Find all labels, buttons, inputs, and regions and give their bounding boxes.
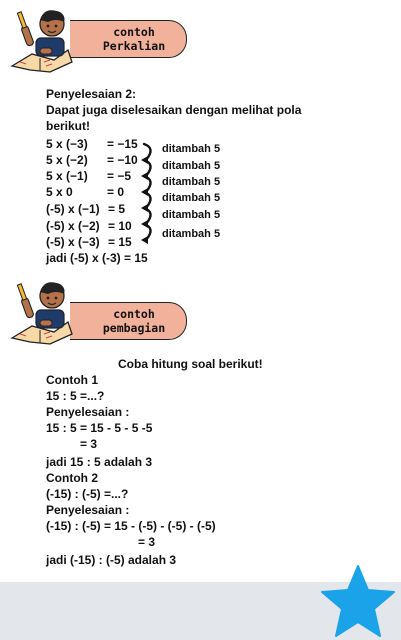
banner-title-line1: contoh: [113, 307, 155, 321]
intro-line-2: berikut!: [46, 119, 91, 133]
row-result: = 0: [107, 185, 125, 199]
row-result: = 5: [108, 202, 126, 216]
example1-work: 15 : 5 = 15 - 5 - 5 -5: [46, 421, 153, 435]
intro-line-1: Dapat juga diselesaikan dengan melihat pola: [46, 103, 302, 117]
banner-title: [84, 25, 184, 53]
row-expr: 5 x 0: [46, 185, 73, 199]
row-result: = 10: [108, 219, 132, 233]
example2-result: = 3: [138, 535, 156, 549]
banner-title-line1: contoh: [113, 25, 155, 39]
banner-title-line2: Perkalian: [102, 39, 166, 53]
step-label: ditambah 5: [162, 228, 221, 240]
example2-conclusion: jadi (-15) : (-5) adalah 3: [46, 553, 177, 567]
banner-pembagian: [18, 290, 170, 340]
row-expr: 5 x (−2): [46, 153, 88, 167]
row-result: = −15: [107, 137, 138, 151]
example1-conclusion: jadi 15 : 5 adalah 3: [46, 455, 153, 469]
example2-heading: Penyelesaian :: [46, 503, 130, 517]
example2-work: (-15) : (-5) = 15 - (-5) - (-5) - (-5): [46, 519, 216, 533]
student-reading-icon: [10, 276, 82, 346]
banner-perkalian: [18, 8, 170, 58]
step-label: ditambah 5: [162, 176, 221, 188]
example1-heading: Penyelesaian :: [46, 405, 130, 419]
example1-problem: 15 : 5 =...?: [46, 389, 105, 403]
example2-problem: (-15) : (-5) =...?: [46, 487, 129, 501]
row-expr: (-5) x (−1): [46, 202, 100, 216]
student-reading-icon: [10, 4, 82, 74]
row-result: = −5: [107, 169, 132, 183]
row-result: = 15: [108, 235, 132, 249]
prompt: Coba hitung soal berikut!: [118, 357, 263, 371]
example1-title: Contoh 1: [46, 373, 98, 387]
row-expr: 5 x (−1): [46, 169, 88, 183]
banner-title: [84, 307, 184, 335]
step-label: ditambah 5: [162, 209, 221, 221]
banner-title-line2: pembagian: [102, 321, 166, 335]
star-icon: [318, 562, 398, 640]
conclusion: jadi (-5) x (-3) = 15: [46, 251, 148, 265]
solution-heading: Penyelesaian 2:: [46, 87, 137, 101]
step-label: ditambah 5: [162, 160, 221, 172]
row-expr: (-5) x (−2): [46, 219, 100, 233]
example1-result: = 3: [80, 437, 98, 451]
example2-title: Contoh 2: [46, 471, 98, 485]
row-expr: (-5) x (−3): [46, 235, 100, 249]
row-result: = −10: [107, 153, 138, 167]
step-arrows: [138, 136, 164, 248]
step-label: ditambah 5: [162, 143, 221, 155]
row-expr: 5 x (−3): [46, 137, 88, 151]
step-label: ditambah 5: [162, 192, 221, 204]
